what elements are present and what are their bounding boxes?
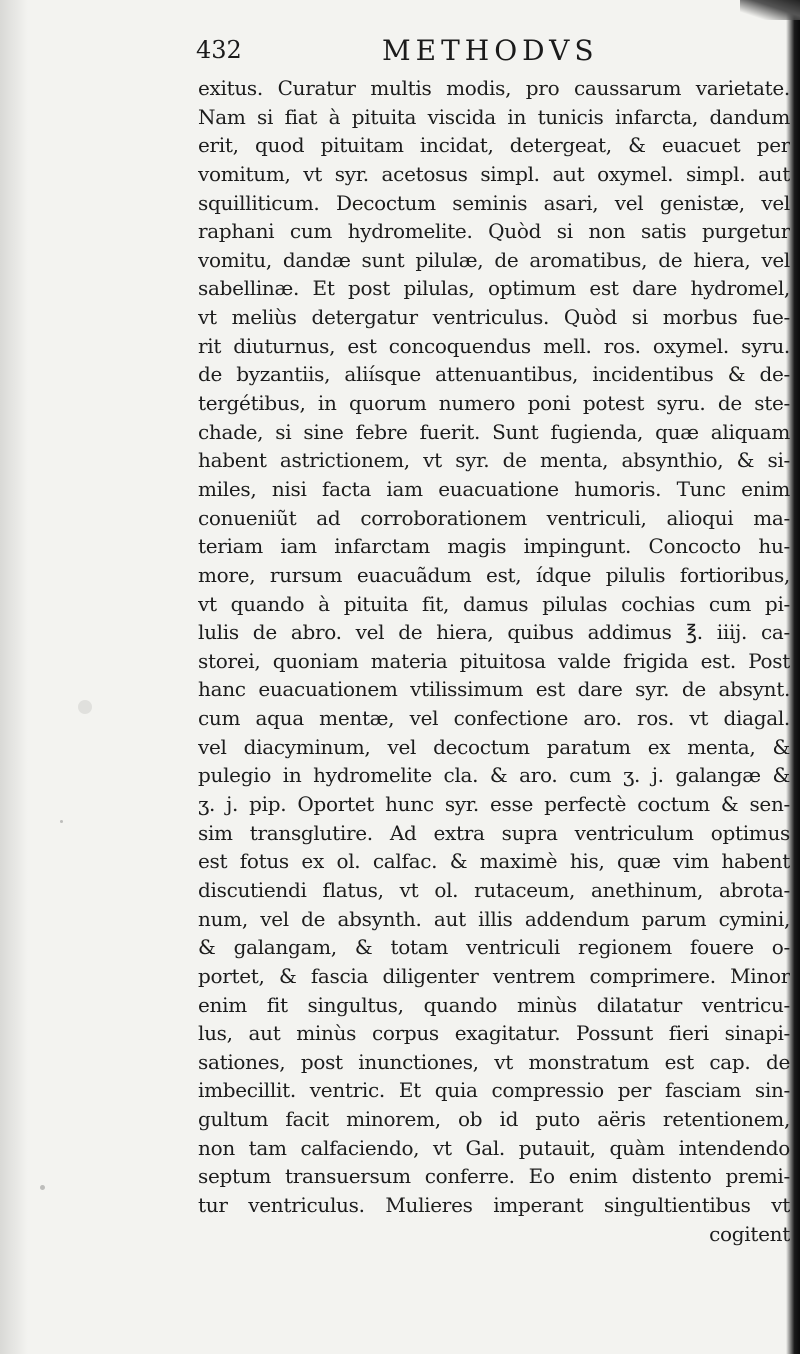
text-line: discutiendi flatus, vt ol. rutaceum, anethinum, abrota- — [198, 877, 790, 902]
text-line: squilliticum. Decoctum seminis asari, vel genistæ, vel — [198, 190, 790, 215]
text-line: tergétibus, in quorum numero poni potest syru. de ste- — [198, 391, 790, 416]
text-line: vomitu, dandæ sunt pilulæ, de aromatibus, de hiera, vel — [198, 247, 790, 272]
text-line: imbecillit. ventric. Et quia compressio per fasciam sin- — [198, 1078, 790, 1103]
paper-speck — [78, 700, 92, 714]
text-line: & galangam, & totam ventriculi regionem fouere o- — [198, 935, 790, 960]
text-line: enim fit singultus, quando minùs dilatatur ventricu- — [198, 992, 790, 1017]
text-line: rit diuturnus, est concoquendus mell. ros. oxymel. syru. — [198, 333, 790, 358]
text-line: lus, aut minùs corpus exagitatur. Possunt fieri sinapi- — [198, 1021, 790, 1046]
text-line: miles, nisi facta iam euacuatione humoris. Tunc enim — [198, 476, 790, 501]
text-line: cum aqua mentæ, vel confectione aro. ros. vt diagal. — [198, 706, 790, 731]
text-line: ʒ. j. pip. Oportet hunc syr. esse perfectè coctum & sen- — [198, 792, 790, 817]
text-line: more, rursum euacuãdum est, ídque pilulis fortioribus, — [198, 562, 790, 587]
page-gutter-shadow — [0, 0, 28, 1354]
text-line: vomitum, vt syr. acetosus simpl. aut oxymel. simpl. aut — [198, 161, 790, 186]
body-text — [198, 74, 790, 1248]
text-line: vt meliùs detergatur ventriculus. Quòd si morbus fue- — [198, 305, 790, 330]
text-line: Nam si fiat à pituita viscida in tunicis infarcta, dandum — [198, 104, 790, 129]
text-line: est fotus ex ol. calfac. & maximè his, quæ vim habent — [198, 849, 790, 874]
text-line: raphani cum hydromelite. Quòd si non satis purgetur — [198, 219, 790, 244]
text-line: portet, & fascia diligenter ventrem comprimere. Minor — [198, 963, 790, 988]
text-line: pulegio in hydromelite cla. & aro. cum ʒ. j. galangæ & — [198, 763, 790, 788]
text-line: non tam calfaciendo, vt Gal. putauit, quàm intendendo — [198, 1135, 790, 1160]
text-line: chade, si sine febre fuerit. Sunt fugienda, quæ aliquam — [198, 419, 790, 444]
text-line: exitus. Curatur multis modis, pro caussarum varietate. — [198, 76, 790, 100]
running-title: METHODVS — [382, 34, 599, 67]
page-corner-shadow — [740, 0, 800, 20]
text-line: sim transglutire. Ad extra supra ventriculum optimus — [198, 820, 790, 845]
text-line: tur ventriculus. Mulieres imperant singultientibus vt — [198, 1192, 790, 1217]
text-line: sabellinæ. Et post pilulas, optimum est dare hydromel, — [198, 276, 790, 301]
catchword: cogitent — [709, 1221, 790, 1246]
paper-speck — [40, 1185, 45, 1190]
page-number: 432 — [196, 36, 242, 64]
text-line: storei, quoniam materia pituitosa valde frigida est. Post — [198, 648, 790, 673]
page-header — [196, 30, 776, 70]
text-line: lulis de abro. vel de hiera, quibus addimus ℥. iiij. ca- — [198, 620, 790, 645]
text-line: vel diacyminum, vel decoctum paratum ex menta, & — [198, 734, 790, 759]
text-line: erit, quod pituitam incidat, detergeat, & euacuet per — [198, 133, 790, 158]
text-line: gultum facit minorem, ob id puto aëris retentionem, — [198, 1107, 790, 1132]
text-line: de byzantiis, aliísque attenuantibus, incidentibus & de- — [198, 362, 790, 387]
text-line: num, vel de absynth. aut illis addendum parum cymini, — [198, 906, 790, 931]
text-line: hanc euacuationem vtilissimum est dare syr. de absynt. — [198, 677, 790, 702]
text-line: septum transuersum conferre. Eo enim distento premi- — [198, 1164, 790, 1189]
paper-speck — [60, 820, 63, 823]
text-line: sationes, post inunctiones, vt monstratum est cap. de — [198, 1049, 790, 1074]
text-line: teriam iam infarctam magis impingunt. Concocto hu- — [198, 534, 790, 559]
text-line: habent astrictionem, vt syr. de menta, absynthio, & si- — [198, 448, 790, 473]
text-line: conueniũt ad corroborationem ventriculi, alioqui ma- — [198, 505, 790, 530]
text-line: vt quando à pituita fit, damus pilulas cochias cum pi- — [198, 591, 790, 616]
